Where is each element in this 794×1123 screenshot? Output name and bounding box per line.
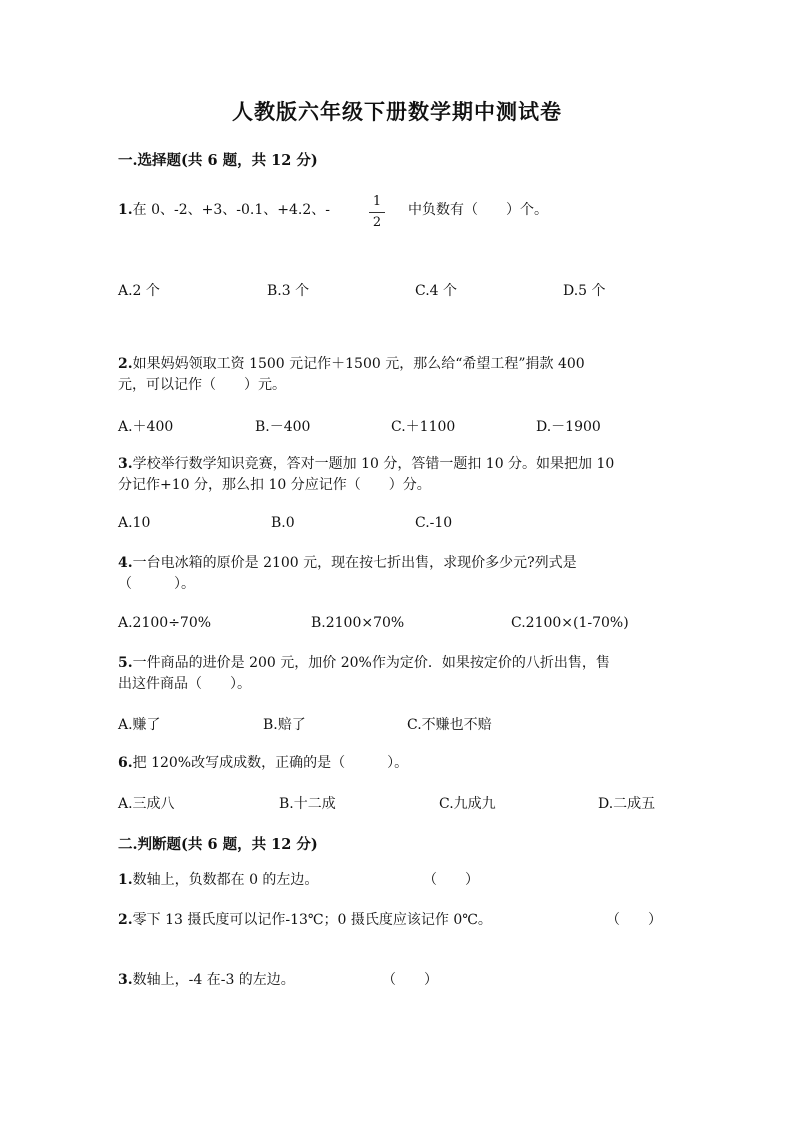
option-c[interactable]: C.＋1100 (391, 419, 456, 435)
question-text-line2: 出这件商品（ ）。 (118, 676, 251, 692)
option-c[interactable]: C.九成九 (439, 796, 496, 812)
question-number: 1. (118, 202, 133, 218)
question-number: 2. (118, 356, 133, 372)
option-a[interactable]: A.三成八 (118, 796, 175, 812)
option-b[interactable]: B.－400 (255, 419, 311, 435)
question-text-line2: 元，可以记作（ ）元。 (118, 377, 286, 393)
question-5 (118, 653, 610, 674)
option-d[interactable]: D.－1900 (536, 419, 601, 435)
question-number: 4. (118, 555, 133, 571)
judge-question-1 (118, 870, 318, 891)
question-text: 零下 13 摄氏度可以记作-13℃；0 摄氏度应该记作 0℃。 (132, 912, 492, 928)
question-number: 6. (118, 755, 133, 771)
section-heading-choice: 一.选择题(共 6 题，共 12 分) (118, 152, 318, 169)
option-b[interactable]: B.2100×70% (311, 615, 405, 631)
judge-question-2 (118, 910, 492, 931)
page-title: 人教版六年级下册数学期中测试卷 (232, 99, 562, 124)
question-number: 1. (118, 872, 133, 888)
option-b[interactable]: B.赔了 (263, 717, 306, 733)
option-d[interactable]: D.二成五 (598, 796, 656, 812)
fraction-numerator: 1 (372, 194, 382, 209)
question-number: 3. (118, 456, 133, 472)
question-text: 数轴上，-4 在-3 的左边。 (132, 972, 295, 988)
answer-blank[interactable]: （ ） (423, 872, 479, 888)
option-b[interactable]: B.0 (271, 515, 295, 531)
option-a[interactable]: A.10 (118, 515, 151, 531)
option-c[interactable]: C.4 个 (415, 283, 458, 299)
question-4 (118, 553, 577, 574)
question-6 (118, 753, 408, 774)
option-d[interactable]: D.5 个 (563, 283, 606, 299)
fraction-one-half (366, 194, 388, 231)
question-text-line1: 一件商品的进价是 200 元，加价 20%作为定价．如果按定价的八折出售，售 (132, 655, 610, 671)
option-a[interactable]: A.赚了 (118, 717, 161, 733)
question-text-line1: 如果妈妈领取工资 1500 元记作＋1500 元，那么给“希望工程”捐款 400 (132, 356, 585, 372)
section-heading-judge: 二.判断题(共 6 题，共 12 分) (118, 836, 318, 853)
question-text-line2: 分记作+10 分，那么扣 10 分应记作（ ）分。 (118, 477, 431, 493)
question-number: 2. (118, 912, 133, 928)
question-3 (118, 454, 614, 475)
question-text: 把 120%改写成成数，正确的是（ ）。 (132, 755, 409, 771)
question-number: 5. (118, 655, 133, 671)
judge-question-3 (118, 970, 295, 991)
option-c[interactable]: C.不赚也不赔 (407, 717, 492, 733)
question-text: 在 0、-2、+3、-0.1、+4.2、- (132, 202, 330, 218)
answer-blank[interactable]: （ ） (606, 912, 662, 928)
question-number: 3. (118, 972, 133, 988)
option-a[interactable]: A.2100÷70% (118, 615, 212, 631)
question-text-line2: （ ）。 (118, 576, 195, 592)
option-b[interactable]: B.3 个 (267, 283, 310, 299)
question-1 (118, 200, 330, 221)
option-c[interactable]: C.-10 (415, 515, 453, 531)
option-b[interactable]: B.十二成 (279, 796, 336, 812)
question-text: 数轴上，负数都在 0 的左边。 (132, 872, 319, 888)
question-text-line1: 一台电冰箱的原价是 2100 元，现在按七折出售，求现价多少元?列式是 (132, 555, 577, 571)
question-text-continued: 中负数有（ ）个。 (408, 202, 548, 218)
question-2 (118, 354, 585, 375)
fraction-denominator: 2 (372, 215, 382, 230)
option-a[interactable]: A.2 个 (118, 283, 160, 299)
option-c[interactable]: C.2100×(1-70%) (511, 615, 629, 631)
fraction-bar (369, 212, 385, 213)
option-a[interactable]: A.＋400 (118, 419, 174, 435)
question-text-line1: 学校举行数学知识竞赛，答对一题加 10 分，答错一题扣 10 分。如果把加 10 (132, 456, 615, 472)
answer-blank[interactable]: （ ） (382, 972, 438, 988)
